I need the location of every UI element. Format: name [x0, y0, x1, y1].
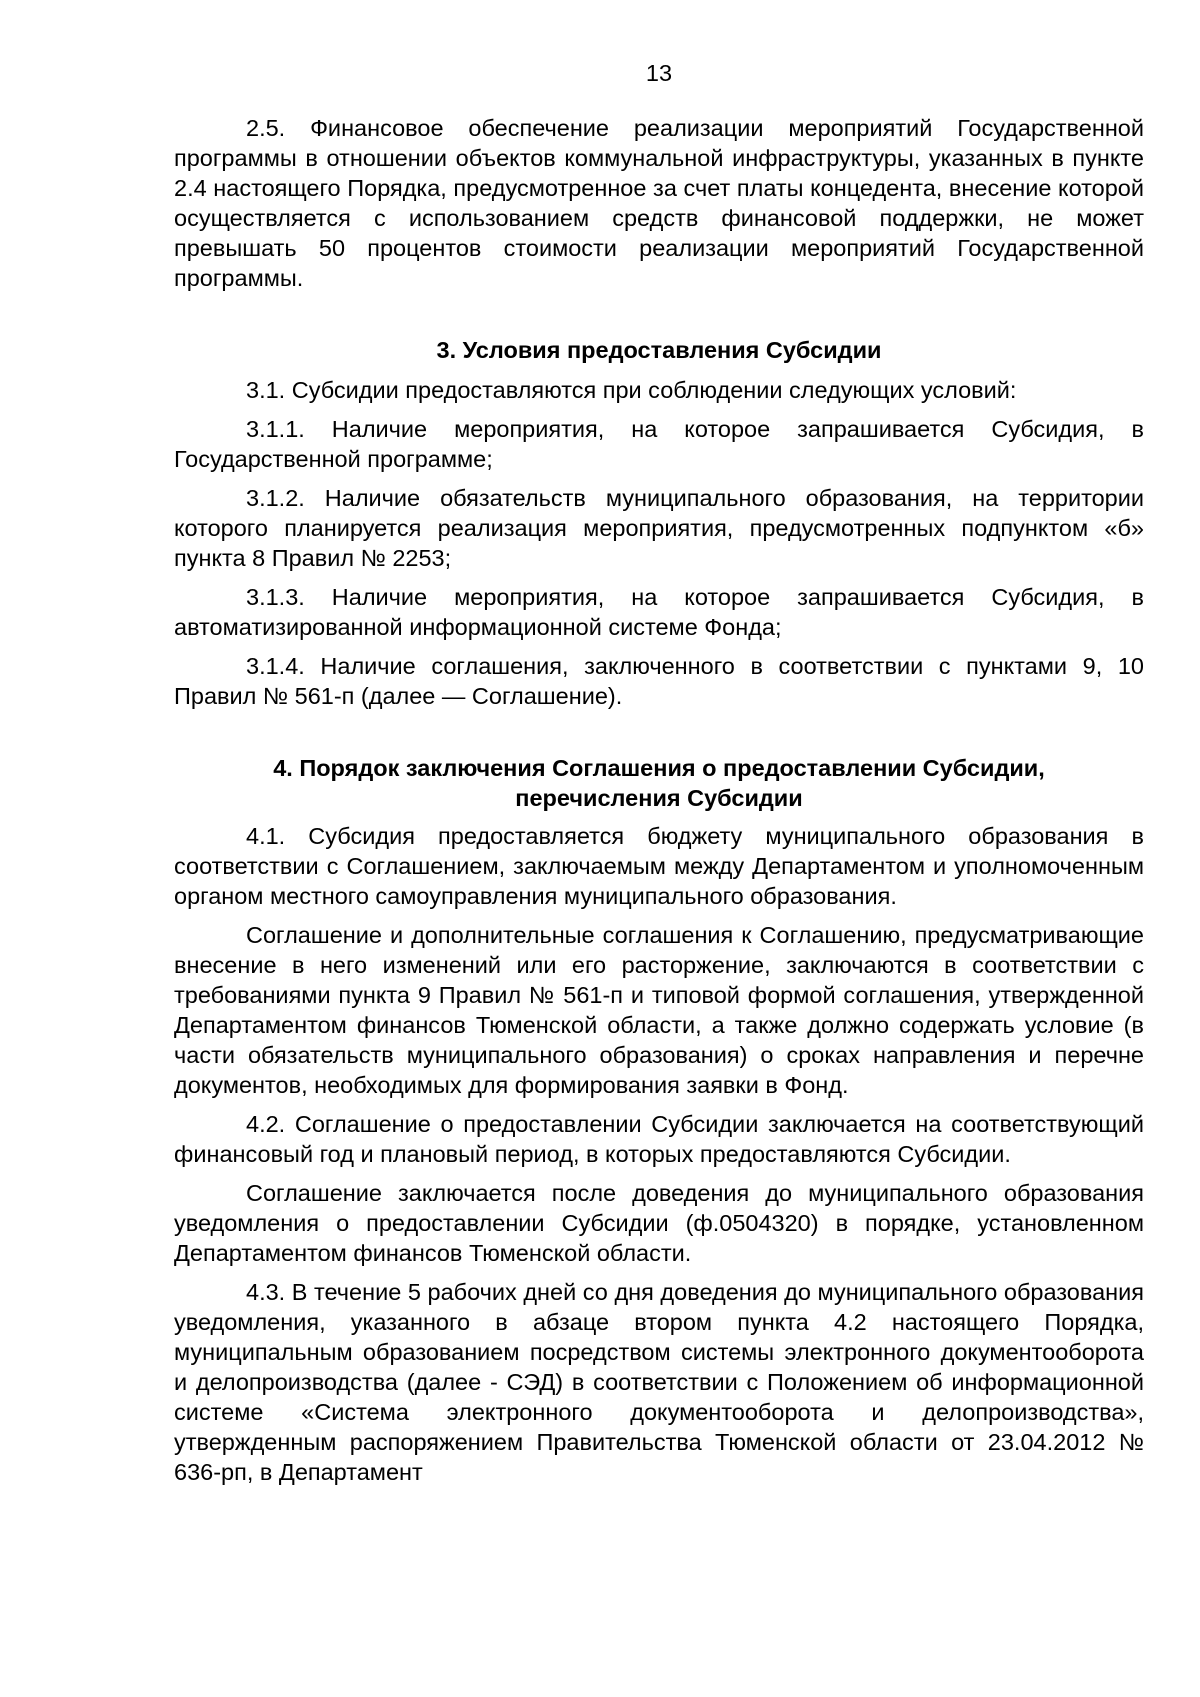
paragraph-3-1-2: 3.1.2. Наличие обязательств муниципального образования, на территории которого планируется реализация мероприятия, предусмотренных подпунктом «б» пункта 8 Правил № 2253; — [174, 485, 1144, 571]
section-3-heading: 3. Условия предоставления Субсидии — [436, 337, 882, 363]
section-4-heading — [174, 753, 1144, 813]
paragraph-4-2-agreement: Соглашение заключается после доведения до муниципального образования уведомления о предоставлении Субсидии (ф.0504320) в порядке, установленном Департаментом финансов Тюменской области. — [174, 1180, 1144, 1266]
paragraph-4-1-agreement: Соглашение и дополнительные соглашения к Соглашению, предусматривающие внесение в него изменений или его расторжение, заключаются в соответствии с требованиями пункта 9 Правил № 561-п и типовой формой соглашения, утвержденной Департаментом финансов Тюменской области, а также должно содержать условие (в части обязательств муниципального образования) о сроках направления и перечне документов, необходимых для формирования заявки в Фонд. — [174, 922, 1144, 1098]
paragraph-2-5: 2.5. Финансовое обеспечение реализации мероприятий Государственной программы в отношении объектов коммунальной инфраструктуры, указанных в пункте 2.4 настоящего Порядка, предусмотренное за счет платы концедента, внесение которой осуществляется с использованием средств финансовой поддержки, не может превышать 50 процентов стоимости реализации мероприятий Государственной программы. — [174, 115, 1144, 291]
section-4-heading-line-1: 4. Порядок заключения Соглашения о предоставлении Субсидии, — [273, 755, 1045, 781]
document-body — [174, 113, 1144, 1496]
paragraph-4-2: 4.2. Соглашение о предоставлении Субсидии заключается на соответствующий финансовый год и плановый период, в которых предоставляются Субсидии. — [174, 1111, 1144, 1167]
paragraph-4-3: 4.3. В течение 5 рабочих дней со дня доведения до муниципального образования уведомления, указанного в абзаце втором пункта 4.2 настоящего Порядка, муниципальным образованием посредством системы электронного документооборота и делопроизводства (далее - СЭД) в соответствии с Положением об информационной системе «Система электронного документооборота и делопроизводства», утвержденным распоряжением Правительства Тюменской области от 23.04.2012 № 636-рп, в Департамент — [174, 1279, 1144, 1485]
paragraph-3-1-3: 3.1.3. Наличие мероприятия, на которое запрашивается Субсидия, в автоматизированной информационной системе Фонда; — [174, 584, 1144, 640]
section-4-heading-line-2: перечисления Субсидии — [515, 785, 803, 811]
paragraph-3-1: 3.1. Субсидии предоставляются при соблюдении следующих условий: — [246, 377, 1017, 403]
page-number: 13 — [645, 60, 673, 86]
paragraph-3-1-4: 3.1.4. Наличие соглашения, заключенного в соответствии с пунктами 9, 10 Правил № 561-п (далее — Соглашение). — [174, 653, 1144, 709]
paragraph-3-1-1: 3.1.1. Наличие мероприятия, на которое запрашивается Субсидия, в Государственной программе; — [174, 416, 1144, 472]
paragraph-4-1: 4.1. Субсидия предоставляется бюджету муниципального образования в соответствии с Соглашением, заключаемым между Департаментом и уполномоченным органом местного самоуправления муниципального образования. — [174, 823, 1144, 909]
